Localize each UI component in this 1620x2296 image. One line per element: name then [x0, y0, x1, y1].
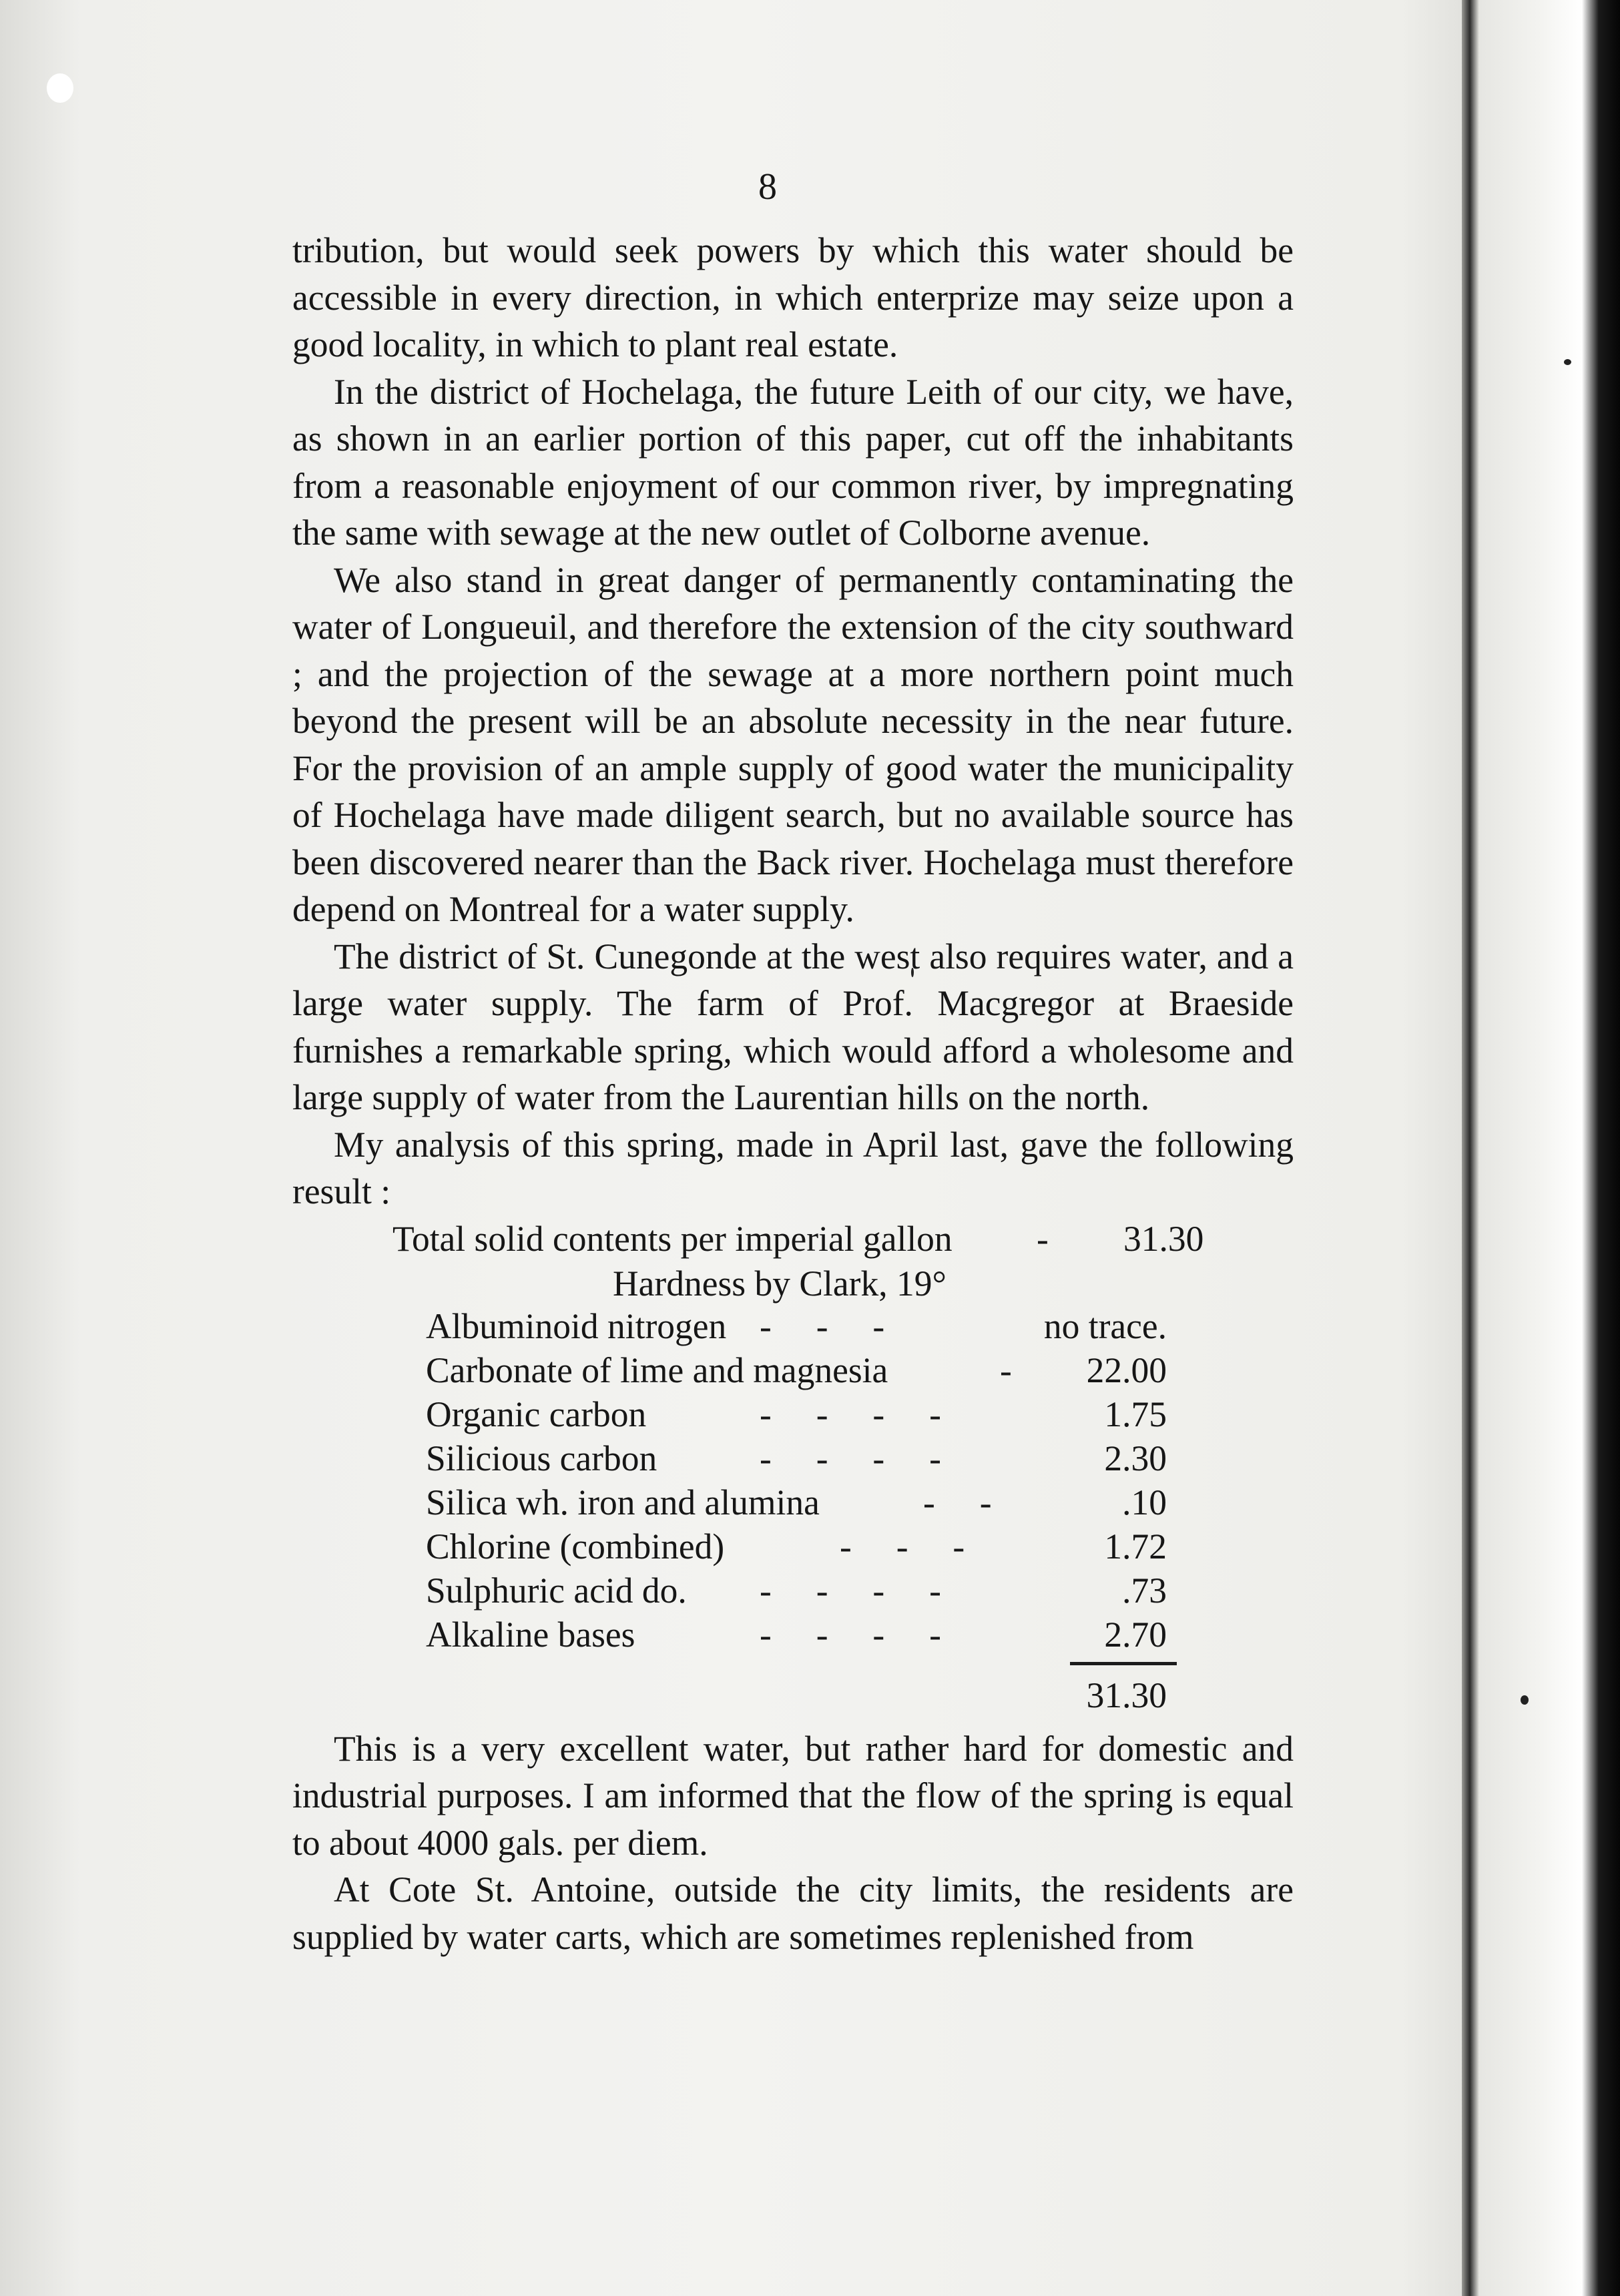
water-analysis-table	[292, 1217, 1294, 1716]
paragraph: In the district of Hochelaga, the future Leith of our city, we have, as shown in an earlier portion of this paper, cut off the inhabitants from a reasonable enjoyment of our common river, by impregnating the same with sewage at the new outlet of Colborne avenue.	[292, 371, 1294, 553]
leader-dashes: - - -	[760, 1306, 885, 1346]
leader-dashes: - - - -	[760, 1570, 941, 1611]
leader-dash: -	[1037, 1218, 1049, 1259]
paragraph: My analysis of this spring, made in April last, gave the following result :	[292, 1124, 1294, 1211]
hardness-line: Hardness by Clark, 19°	[613, 1263, 947, 1304]
leader-dashes: - -	[923, 1482, 992, 1522]
row-label: Albuminoid nitrogen	[426, 1306, 727, 1346]
row-value: 22.00	[1086, 1350, 1167, 1390]
analysis-rows	[292, 1304, 1294, 1657]
analysis-row	[292, 1348, 1294, 1392]
row-value: 2.30	[1104, 1438, 1167, 1478]
analysis-row	[292, 1392, 1294, 1436]
leader-dashes: - - -	[840, 1526, 965, 1566]
leader-dashes: - - - -	[760, 1438, 941, 1478]
analysis-row	[292, 1613, 1294, 1657]
paragraph: The district of St. Cunegonde at the west also requires water, and a large water supply. The farm of Prof. Macgregor at Braeside furnishes a remarkable spring, which would afford a wholesome and large supply of water from the Laurentian hills on the north.	[292, 936, 1294, 1117]
row-label: Alkaline bases	[426, 1614, 635, 1655]
analysis-row	[292, 1568, 1294, 1613]
paragraph: At Cote St. Antoine, outside the city limits, the residents are supplied by water carts, which are sometimes replenished from	[292, 1870, 1294, 1957]
sum-row	[292, 1665, 1294, 1716]
analysis-row	[292, 1436, 1294, 1480]
paragraph: tribution, but would seek powers by which this water should be accessible in every direction, in which enterprize may seize upon a good locality, in which to plant real estate.	[292, 230, 1294, 364]
paragraph: We also stand in great danger of permanently contaminating the water of Longueuil, and therefore the extension of the city southward ; and the projection of the sewage at a more northern point much beyond the present will be an absolute necessity in the near future. For the provision of an ample supply of good water the municipality of Hochelaga have made diligent search, but no available source has been discovered nearer than the Back river. Hochelaga must therefore depend on Montreal for a water supply.	[292, 559, 1294, 929]
page-number: 8	[758, 166, 777, 208]
ink-speck	[1521, 1695, 1529, 1705]
total-solids-label: Total solid contents per imperial gallon	[392, 1218, 953, 1259]
total-solids-row	[292, 1217, 1294, 1261]
row-label: Silicious carbon	[426, 1438, 657, 1478]
analysis-row	[292, 1480, 1294, 1524]
row-value: 1.72	[1104, 1526, 1167, 1566]
binding-edge	[1462, 0, 1620, 2296]
leader-dashes: - - - -	[760, 1614, 941, 1655]
row-label: Sulphuric acid do.	[426, 1570, 687, 1611]
paper-blemish	[47, 73, 73, 103]
ink-speck	[1564, 359, 1571, 365]
row-value: 2.70	[1104, 1614, 1167, 1655]
row-label: Chlorine (combined)	[426, 1526, 725, 1566]
row-value: .10	[1122, 1482, 1167, 1522]
closing-text	[292, 1725, 1294, 1961]
paragraph: This is a very excellent water, but rather hard for domestic and industrial purposes. I am informed that the flow of the spring is equal to about 4000 gals. per diem.	[292, 1728, 1294, 1863]
row-value: .73	[1122, 1570, 1167, 1611]
row-value: 1.75	[1104, 1394, 1167, 1434]
row-value: no trace.	[1043, 1306, 1167, 1346]
row-label: Silica wh. iron and alumina	[426, 1482, 820, 1522]
row-label: Organic carbon	[426, 1394, 647, 1434]
sum-value: 31.30	[1086, 1675, 1167, 1715]
analysis-row	[292, 1304, 1294, 1348]
leader-dashes: - - - -	[760, 1394, 941, 1434]
leader-dashes: -	[1000, 1350, 1012, 1390]
row-label: Carbonate of lime and magnesia	[426, 1350, 888, 1390]
analysis-row	[292, 1524, 1294, 1568]
page-body	[292, 227, 1294, 1960]
total-solids-value: 31.30	[1123, 1218, 1204, 1259]
